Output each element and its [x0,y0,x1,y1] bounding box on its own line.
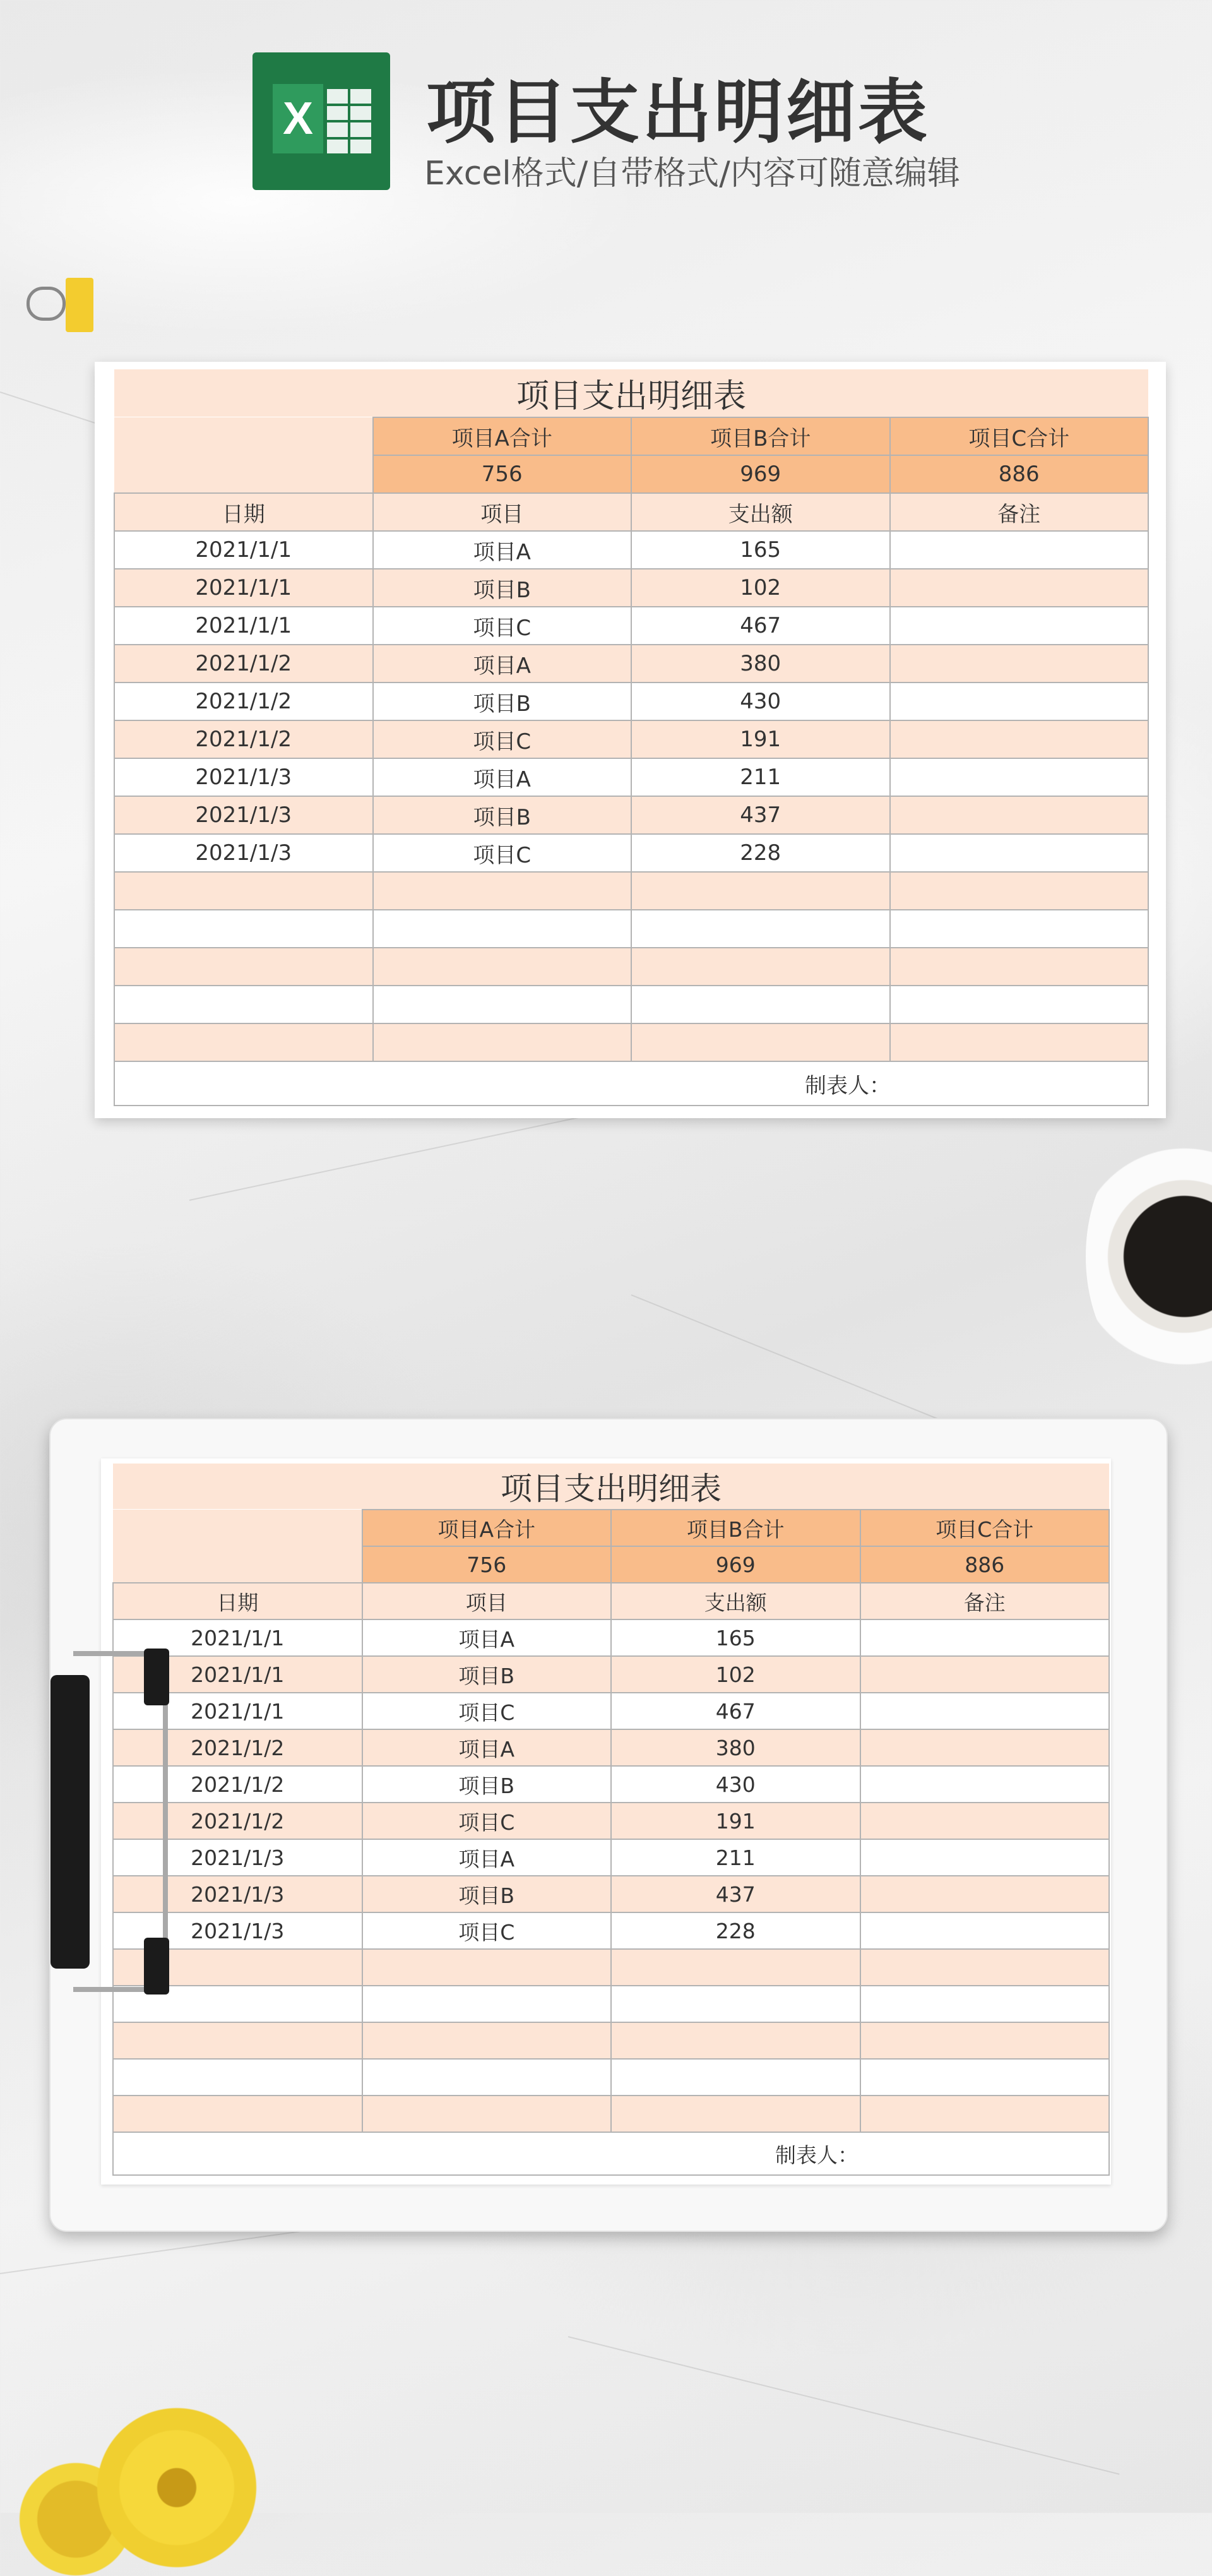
column-header-notes: 备注 [860,1583,1110,1619]
table-row [114,834,1148,872]
amount-cell: 430 [631,683,890,720]
amount-cell: 437 [611,1876,860,1912]
amount-cell: 380 [631,645,890,683]
notes-cell [860,1619,1110,1656]
date-cell: 2021/1/2 [114,645,373,683]
notes-cell [860,1729,1110,1766]
project-cell: 项目C [362,1912,612,1949]
footer-label: 制表人： [775,2142,858,2168]
amount-cell: 211 [611,1839,860,1876]
coffee-cup-icon [1086,1130,1212,1383]
summary-value-b: 969 [611,1546,860,1583]
amount-cell: 467 [611,1693,860,1729]
table-row [114,569,1148,607]
page-subtitle: Excel格式/自带格式/内容可随意编辑 [424,155,960,193]
notes-cell [890,531,1149,569]
project-cell: 项目B [373,796,632,834]
footer-cell [114,1061,1148,1106]
notes-cell [860,1803,1110,1839]
amount-cell [611,1949,860,1986]
page-title: 项目支出明细表 [426,72,930,153]
notes-cell [890,758,1149,796]
table-title: 项目支出明细表 [114,369,1148,417]
footer-cell [113,2132,1109,2175]
column-header-amount: 支出额 [611,1583,860,1619]
project-cell [362,2022,612,2059]
project-cell: 项目A [362,1839,612,1876]
date-cell [114,1023,373,1061]
table-row [114,910,1148,948]
project-cell: 项目C [373,834,632,872]
table-row [113,1803,1109,1839]
amount-cell: 437 [631,796,890,834]
project-cell: 项目C [362,1693,612,1729]
notes-cell [860,1839,1110,1876]
amount-cell [631,986,890,1023]
table-row [114,948,1148,986]
table-row [113,1876,1109,1912]
amount-cell: 467 [631,607,890,645]
amount-cell [611,2059,860,2096]
expense-table [114,369,1149,1106]
project-cell [373,986,632,1023]
table-row [113,2059,1109,2096]
date-cell: 2021/1/3 [113,1912,362,1949]
notes-cell [860,1986,1110,2022]
project-cell: 项目B [373,569,632,607]
project-cell: 项目A [373,758,632,796]
amount-cell [631,1023,890,1061]
date-cell: 2021/1/2 [113,1766,362,1803]
notes-cell [890,569,1149,607]
summary-value-c: 886 [860,1546,1110,1583]
date-cell: 2021/1/3 [114,796,373,834]
table-row [113,1693,1109,1729]
summary-label-c: 项目C合计 [890,417,1149,455]
table-row [114,531,1148,569]
project-cell [373,872,632,910]
paper-clip-icon [24,278,95,328]
project-cell: 项目A [362,1729,612,1766]
table-row [114,986,1148,1023]
table-row [113,2096,1109,2132]
amount-cell [611,2022,860,2059]
column-header-project: 项目 [373,493,632,531]
project-cell: 项目C [362,1803,612,1839]
notes-cell [890,872,1149,910]
table-row [114,758,1148,796]
project-cell [362,1949,612,1986]
project-cell: 项目B [362,1766,612,1803]
blank-cell [113,1510,362,1583]
date-cell: 2021/1/2 [113,1729,362,1766]
project-cell: 项目B [373,683,632,720]
amount-cell: 228 [611,1912,860,1949]
notes-cell [860,1949,1110,1986]
excel-logo-icon [252,52,390,190]
notes-cell [890,683,1149,720]
table-row [113,1912,1109,1949]
notes-cell [860,2022,1110,2059]
summary-label-a: 项目A合计 [373,417,632,455]
date-cell: 2021/1/1 [113,1619,362,1656]
amount-cell: 211 [631,758,890,796]
flower-icon [95,2406,259,2570]
notes-cell [890,948,1149,986]
summary-label-b: 项目B合计 [611,1510,860,1546]
summary-label-c: 项目C合计 [860,1510,1110,1546]
summary-label-a: 项目A合计 [362,1510,612,1546]
project-cell [373,948,632,986]
notes-cell [860,1912,1110,1949]
date-cell: 2021/1/2 [113,1803,362,1839]
notes-cell [860,1876,1110,1912]
column-header-date: 日期 [113,1583,362,1619]
table-row [113,1619,1109,1656]
table-row [113,1729,1109,1766]
notes-cell [890,796,1149,834]
date-cell [114,910,373,948]
amount-cell: 430 [611,1766,860,1803]
date-cell: 2021/1/1 [114,569,373,607]
project-cell: 项目C [373,720,632,758]
amount-cell: 380 [611,1729,860,1766]
notes-cell [890,720,1149,758]
summary-value-b: 969 [631,455,890,493]
project-cell: 项目B [362,1656,612,1693]
date-cell: 2021/1/2 [114,683,373,720]
amount-cell: 228 [631,834,890,872]
amount-cell [631,910,890,948]
date-cell: 2021/1/1 [114,607,373,645]
table-row [114,1023,1148,1061]
excel-logo-letter: X [273,84,323,153]
amount-cell: 191 [611,1803,860,1839]
footer-label: 制表人： [805,1073,891,1099]
amount-cell: 102 [631,569,890,607]
binder-clip-icon [48,1651,174,1992]
date-cell: 2021/1/1 [113,1693,362,1729]
date-cell [113,2022,362,2059]
date-cell [114,948,373,986]
amount-cell: 165 [611,1619,860,1656]
date-cell: 2021/1/3 [114,758,373,796]
table-row [113,2022,1109,2059]
notes-cell [890,834,1149,872]
notes-cell [890,986,1149,1023]
amount-cell [631,872,890,910]
project-cell [373,910,632,948]
date-cell: 2021/1/3 [114,834,373,872]
table-row [114,645,1148,683]
column-header-amount: 支出额 [631,493,890,531]
table-row [113,1839,1109,1876]
amount-cell [631,948,890,986]
summary-value-a: 756 [362,1546,612,1583]
project-cell: 项目A [373,645,632,683]
date-cell: 2021/1/1 [114,531,373,569]
table-row [114,872,1148,910]
date-cell: 2021/1/2 [114,720,373,758]
date-cell [113,2059,362,2096]
table-body [114,531,1148,1061]
date-cell [114,872,373,910]
summary-label-b: 项目B合计 [631,417,890,455]
table-row [114,683,1148,720]
table-row [113,1656,1109,1693]
project-cell [373,1023,632,1061]
notes-cell [890,1023,1149,1061]
table-row [113,1949,1109,1986]
blank-cell [114,417,373,493]
notes-cell [890,910,1149,948]
notes-cell [860,1656,1110,1693]
project-cell: 项目A [362,1619,612,1656]
table-title: 项目支出明细表 [113,1464,1109,1510]
expense-table [112,1464,1110,2176]
notes-cell [860,1766,1110,1803]
amount-cell: 165 [631,531,890,569]
table-row [114,720,1148,758]
column-header-notes: 备注 [890,493,1149,531]
amount-cell [611,1986,860,2022]
summary-value-c: 886 [890,455,1149,493]
date-cell [113,2096,362,2132]
date-cell [114,986,373,1023]
project-cell [362,2096,612,2132]
notes-cell [860,1693,1110,1729]
notes-cell [860,2096,1110,2132]
notes-cell [890,607,1149,645]
amount-cell: 191 [631,720,890,758]
summary-value-a: 756 [373,455,632,493]
table-row [114,607,1148,645]
date-cell: 2021/1/3 [113,1876,362,1912]
project-cell [362,2059,612,2096]
column-header-project: 项目 [362,1583,612,1619]
table-row [114,796,1148,834]
notes-cell [860,2059,1110,2096]
table-row [113,1766,1109,1803]
amount-cell: 102 [611,1656,860,1693]
project-cell [362,1986,612,2022]
table-body [113,1619,1109,2132]
amount-cell [611,2096,860,2132]
project-cell: 项目C [373,607,632,645]
column-header-date: 日期 [114,493,373,531]
notes-cell [890,645,1149,683]
date-cell: 2021/1/3 [113,1839,362,1876]
table-row [113,1986,1109,2022]
project-cell: 项目B [362,1876,612,1912]
project-cell: 项目A [373,531,632,569]
date-cell: 2021/1/1 [113,1656,362,1693]
